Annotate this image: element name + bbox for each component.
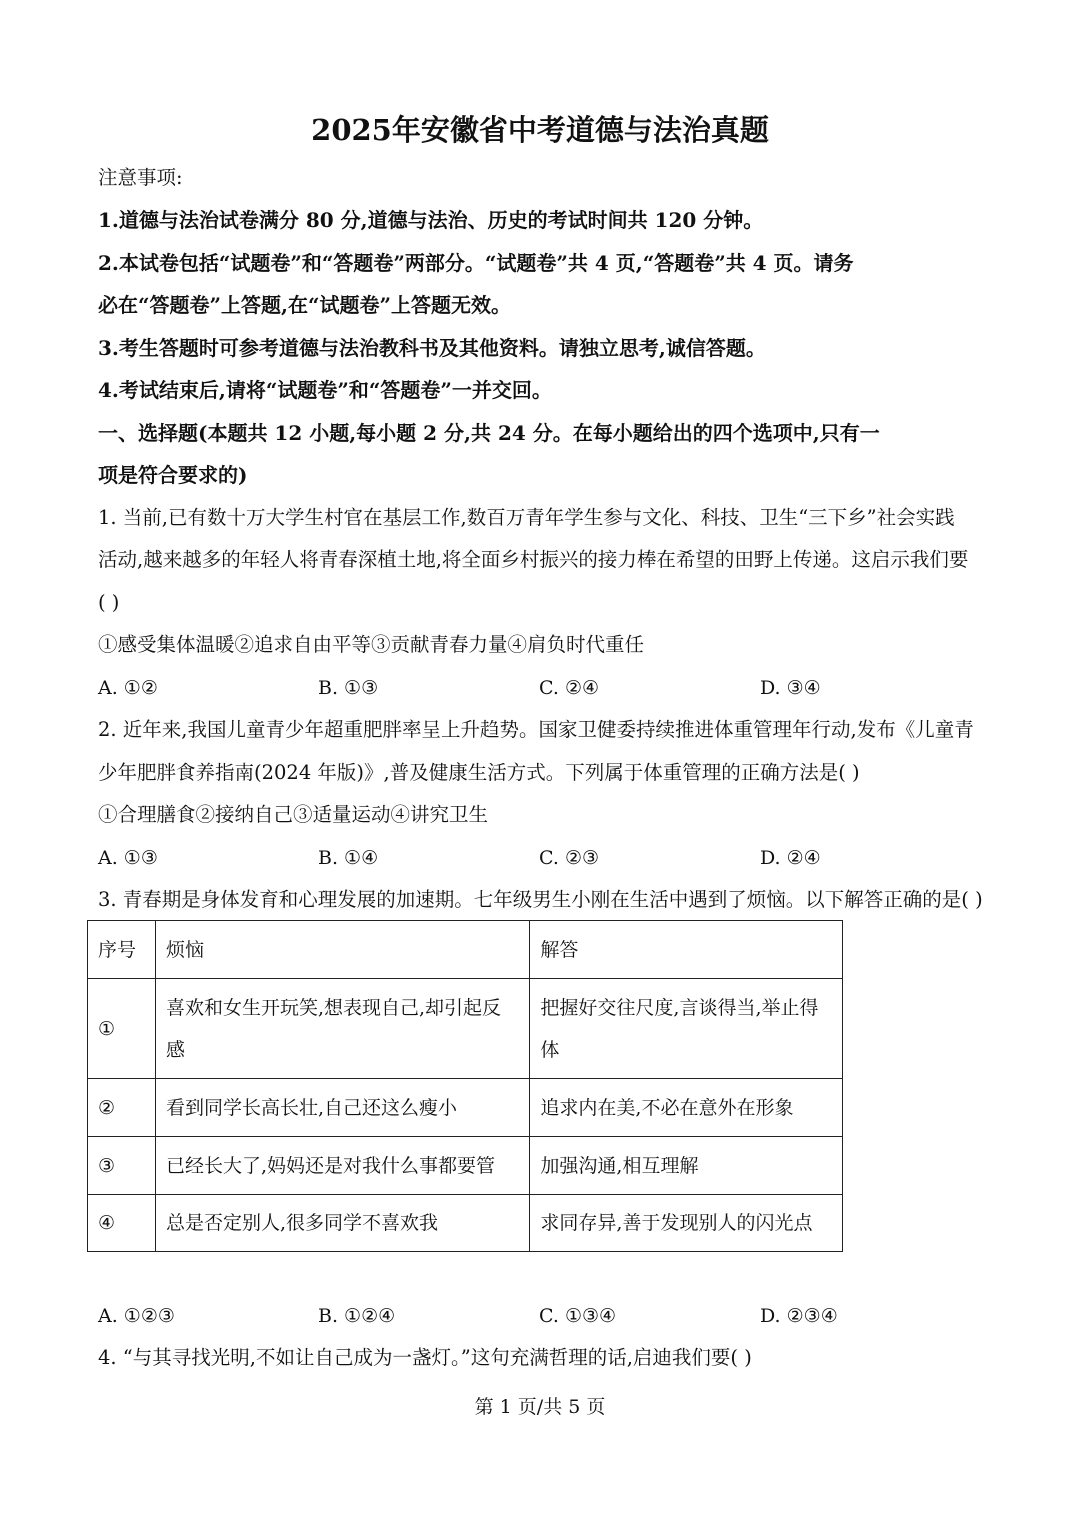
page-footer: 第 1 页/共 5 页 (474, 1396, 606, 1418)
table-cell-trouble: 喜欢和女生开玩笑,想表现自己,却引起反感 (155, 979, 529, 1079)
q2-items: ①合理膳食②接纳自己③适量运动④讲究卫生 (98, 803, 489, 826)
q3-table (87, 920, 843, 1252)
q3-option-d[interactable]: D. ②③④ (760, 1305, 838, 1327)
table-cell-index: ① (88, 979, 156, 1079)
q1-option-d[interactable]: D. ③④ (760, 677, 821, 699)
table-cell-index: ④ (88, 1195, 156, 1252)
q1-option-b[interactable]: B. ①③ (318, 677, 379, 699)
q2-option-c[interactable]: C. ②③ (539, 847, 600, 869)
q2-option-a[interactable]: A. ①③ (98, 847, 158, 869)
table-cell-trouble: 看到同学长高长壮,自己还这么瘦小 (155, 1079, 529, 1137)
q3-option-a[interactable]: A. ①②③ (98, 1305, 175, 1327)
table-header-row (88, 921, 843, 979)
table-row (88, 979, 843, 1079)
table-row (88, 1079, 843, 1137)
q3-option-b[interactable]: B. ①②④ (318, 1305, 396, 1327)
notice-item-2-cont: 必在“答题卷”上答题,在“试题卷”上答题无效。 (98, 293, 511, 317)
notice-item-3: 3.考生答题时可参考道德与法治教科书及其他资料。请独立思考,诚信答题。 (98, 336, 766, 360)
section-heading: 一、选择题(本题共 12 小题,每小题 2 分,共 24 分。在每小题给出的四个选项中,只有一 (98, 421, 880, 445)
table-header-cell: 烦恼 (155, 921, 529, 979)
table-header-cell: 解答 (530, 921, 843, 979)
table-cell-answer: 加强沟通,相互理解 (530, 1137, 843, 1195)
q1-answer-bracket: ( ) (98, 591, 120, 614)
table-cell-answer: 把握好交往尺度,言谈得当,举止得体 (530, 979, 843, 1079)
q2-stem-line-2: 少年肥胖食养指南(2024 年版)》,普及健康生活方式。下列属于体重管理的正确方法是( ) (98, 761, 860, 784)
q2-stem-line-1: 2. 近年来,我国儿童青少年超重肥胖率呈上升趋势。国家卫健委持续推进体重管理年行动,发布《儿童青 (98, 718, 974, 741)
notice-heading: 注意事项: (98, 166, 183, 189)
notice-item-4: 4.考试结束后,请将“试题卷”和“答题卷”一并交回。 (98, 378, 552, 402)
notice-item-1: 1.道德与法治试卷满分 80 分,道德与法治、历史的考试时间共 120 分钟。 (98, 208, 764, 232)
q1-stem-line-1: 1. 当前,已有数十万大学生村官在基层工作,数百万青年学生参与文化、科技、卫生“三下乡”社会实践 (98, 506, 955, 529)
q1-items: ①感受集体温暖②追求自由平等③贡献青春力量④肩负时代重任 (98, 633, 645, 656)
table-row (88, 1195, 843, 1252)
table-cell-answer: 求同存异,善于发现别人的闪光点 (530, 1195, 843, 1252)
table-row (88, 1137, 843, 1195)
q4-stem: 4. “与其寻找光明,不如让自己成为一盏灯。”这句充满哲理的话,启迪我们要( ) (98, 1346, 752, 1369)
q3-option-c[interactable]: C. ①③④ (539, 1305, 617, 1327)
q1-stem-line-2: 活动,越来越多的年轻人将青春深植土地,将全面乡村振兴的接力棒在希望的田野上传递。这启示我们要 (98, 548, 969, 571)
section-heading-cont: 项是符合要求的) (98, 463, 248, 487)
q2-option-d[interactable]: D. ②④ (760, 847, 821, 869)
table-cell-answer: 追求内在美,不必在意外在形象 (530, 1079, 843, 1137)
table-cell-trouble: 总是否定别人,很多同学不喜欢我 (155, 1195, 529, 1252)
table-cell-index: ③ (88, 1137, 156, 1195)
table-header-cell: 序号 (88, 921, 156, 979)
table-cell-trouble: 已经长大了,妈妈还是对我什么事都要管 (155, 1137, 529, 1195)
notice-item-2: 2.本试卷包括“试题卷”和“答题卷”两部分。“试题卷”共 4 页,“答题卷”共 4 页。请务 (98, 251, 854, 275)
q1-option-a[interactable]: A. ①② (98, 677, 158, 699)
page-title: 2025年安徽省中考道德与法治真题 (311, 113, 769, 147)
q3-stem: 3. 青春期是身体发育和心理发展的加速期。七年级男生小刚在生活中遇到了烦恼。以下解答正确的是( ) (98, 888, 983, 911)
table-cell-index: ② (88, 1079, 156, 1137)
q2-option-b[interactable]: B. ①④ (318, 847, 379, 869)
q1-option-c[interactable]: C. ②④ (539, 677, 600, 699)
